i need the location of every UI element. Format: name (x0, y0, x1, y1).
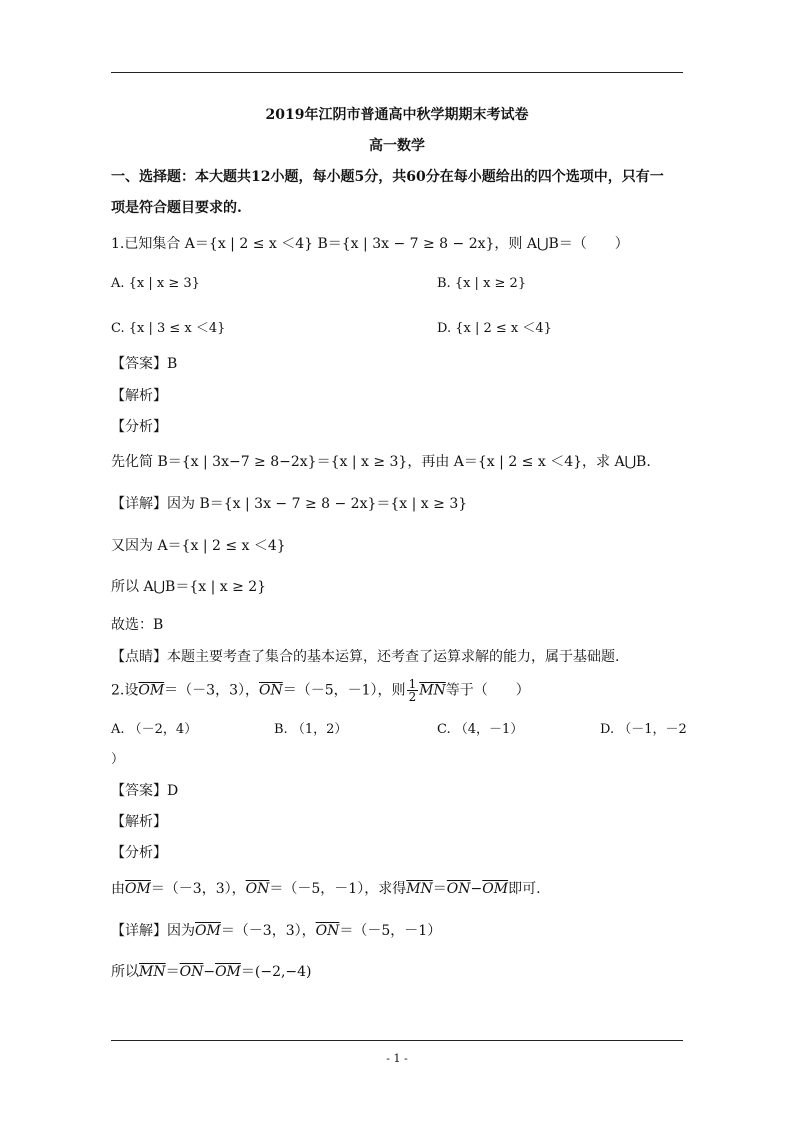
q1-option-c: C. {x | 3 ≤ x ＜4} (111, 321, 226, 336)
vector-om: $\overline{OM}$ (482, 881, 509, 897)
section-heading-line1: 一、选择题：本大题共12小题，每小题5分，共60分在每小题给出的四个选项中，只有一 (111, 169, 664, 185)
q1-answer: 【答案】B (111, 356, 178, 372)
vector-om: $\overline{OM}$ (125, 881, 151, 897)
q2-option-c: C. （4，－1） (437, 722, 524, 737)
exam-subject: 高一数学 (369, 138, 425, 154)
q2-fenxi-mid1: ＝（－3，3）， (150, 881, 246, 897)
q1-detail: 【详解】因为 B＝{x | 3x − 7 ≥ 8 − 2x}＝{x | x ≥ 3} (111, 496, 468, 512)
vector-mn: $\overline{MN}$ (419, 682, 446, 699)
header-rule (111, 72, 683, 73)
q2-fenxi-label: 【分析】 (111, 845, 167, 861)
q1-detail-2: 又因为 A＝{x | 2 ≤ x ＜4} (111, 538, 286, 554)
q1-option-d: D. {x | 2 ≤ x ＜4} (437, 321, 552, 336)
q2-fenxi-post: 即可. (508, 881, 541, 897)
q2-fenxi-pre: 由 (111, 881, 125, 897)
q2-option-a: A. （－2，4） (111, 722, 198, 737)
q1-option-b: B. {x | x ≥ 2} (437, 276, 527, 291)
vector-on: $\overline{ON}$ (179, 964, 204, 980)
q1-choice: 故选：B (111, 617, 164, 633)
section-heading-line2: 项是符合题目要求的. (111, 200, 242, 216)
q2-detail-mid1: ＝（－3，3）， (220, 923, 316, 939)
q2-detail-pre: 【详解】因为 (111, 923, 195, 939)
q1-detail-3: 所以 A⋃B＝{x | x ≥ 2} (111, 579, 267, 595)
vector-mn: $\overline{MN}$ (406, 881, 433, 897)
fraction-denominator: 2 (408, 690, 417, 704)
fraction-one-half (407, 678, 419, 703)
q2-option-d-continued: ） (111, 752, 125, 767)
q2-option-b: B. （1，2） (274, 722, 348, 737)
q2-stem-mid2: ＝（－5，－1），则 (282, 682, 406, 699)
vector-mn: $\overline{MN}$ (139, 964, 166, 980)
q2-fenxi-minus: − (470, 881, 483, 897)
q1-jiexi-label: 【解析】 (111, 388, 167, 404)
vector-on: $\overline{ON}$ (259, 682, 283, 699)
q2-detail-mid2: ＝（－5，－1） (339, 923, 442, 939)
q2-detail (111, 920, 691, 940)
q2-detail2-post: ＝(−2,−4) (240, 964, 312, 980)
q1-stem: 1.已知集合 A＝{x | 2 ≤ x ＜4} B＝{x | 3x − 7 ≥ 8 − 2x}，则 A⋃B＝（ ） (111, 236, 629, 252)
q2-stem-pre: 2.设 (111, 682, 139, 699)
vector-om: $\overline{OM}$ (195, 923, 221, 939)
q2-fenxi-text (111, 878, 691, 898)
q1-option-a: A. {x | x ≥ 3} (111, 276, 200, 291)
vector-om: $\overline{OM}$ (138, 682, 165, 699)
page-number: - 1 - (386, 1052, 408, 1065)
q1-comment: 【点睛】本题主要考查了集合的基本运算，还考查了运算求解的能力，属于基础题. (111, 649, 620, 665)
q2-stem-post: 等于（ ） (445, 682, 530, 699)
q2-detail2-minus: − (203, 964, 216, 980)
footer-rule (111, 1040, 683, 1041)
q2-detail2-pre: 所以 (111, 964, 139, 980)
exam-title: 2019年江阴市普通高中秋学期期末考试卷 (265, 107, 529, 123)
fraction-numerator: 1 (408, 677, 417, 691)
q2-answer: 【答案】D (111, 783, 179, 799)
q2-detail2-eq: ＝ (165, 964, 180, 980)
vector-on: $\overline{ON}$ (446, 881, 471, 897)
vector-on: $\overline{ON}$ (315, 923, 340, 939)
q1-fenxi-label: 【分析】 (111, 419, 167, 435)
vector-on: $\overline{ON}$ (245, 881, 270, 897)
q2-stem-mid1: ＝（－3，3）， (164, 682, 259, 699)
q2-fenxi-eq: ＝ (432, 881, 447, 897)
q2-option-d: D. （－1，－2 (600, 722, 687, 737)
vector-om: $\overline{OM}$ (215, 964, 241, 980)
q2-fenxi-mid2: ＝（－5，－1），求得 (269, 881, 407, 897)
q2-jiexi-label: 【解析】 (111, 814, 167, 830)
q2-detail-2 (111, 961, 691, 981)
q1-fenxi-text: 先化简 B＝{x | 3x−7 ≥ 8−2x}＝{x | x ≥ 3}，再由 A＝{x | 2 ≤ x ＜4}，求 A⋃B. (111, 454, 651, 470)
q2-stem (111, 678, 691, 703)
